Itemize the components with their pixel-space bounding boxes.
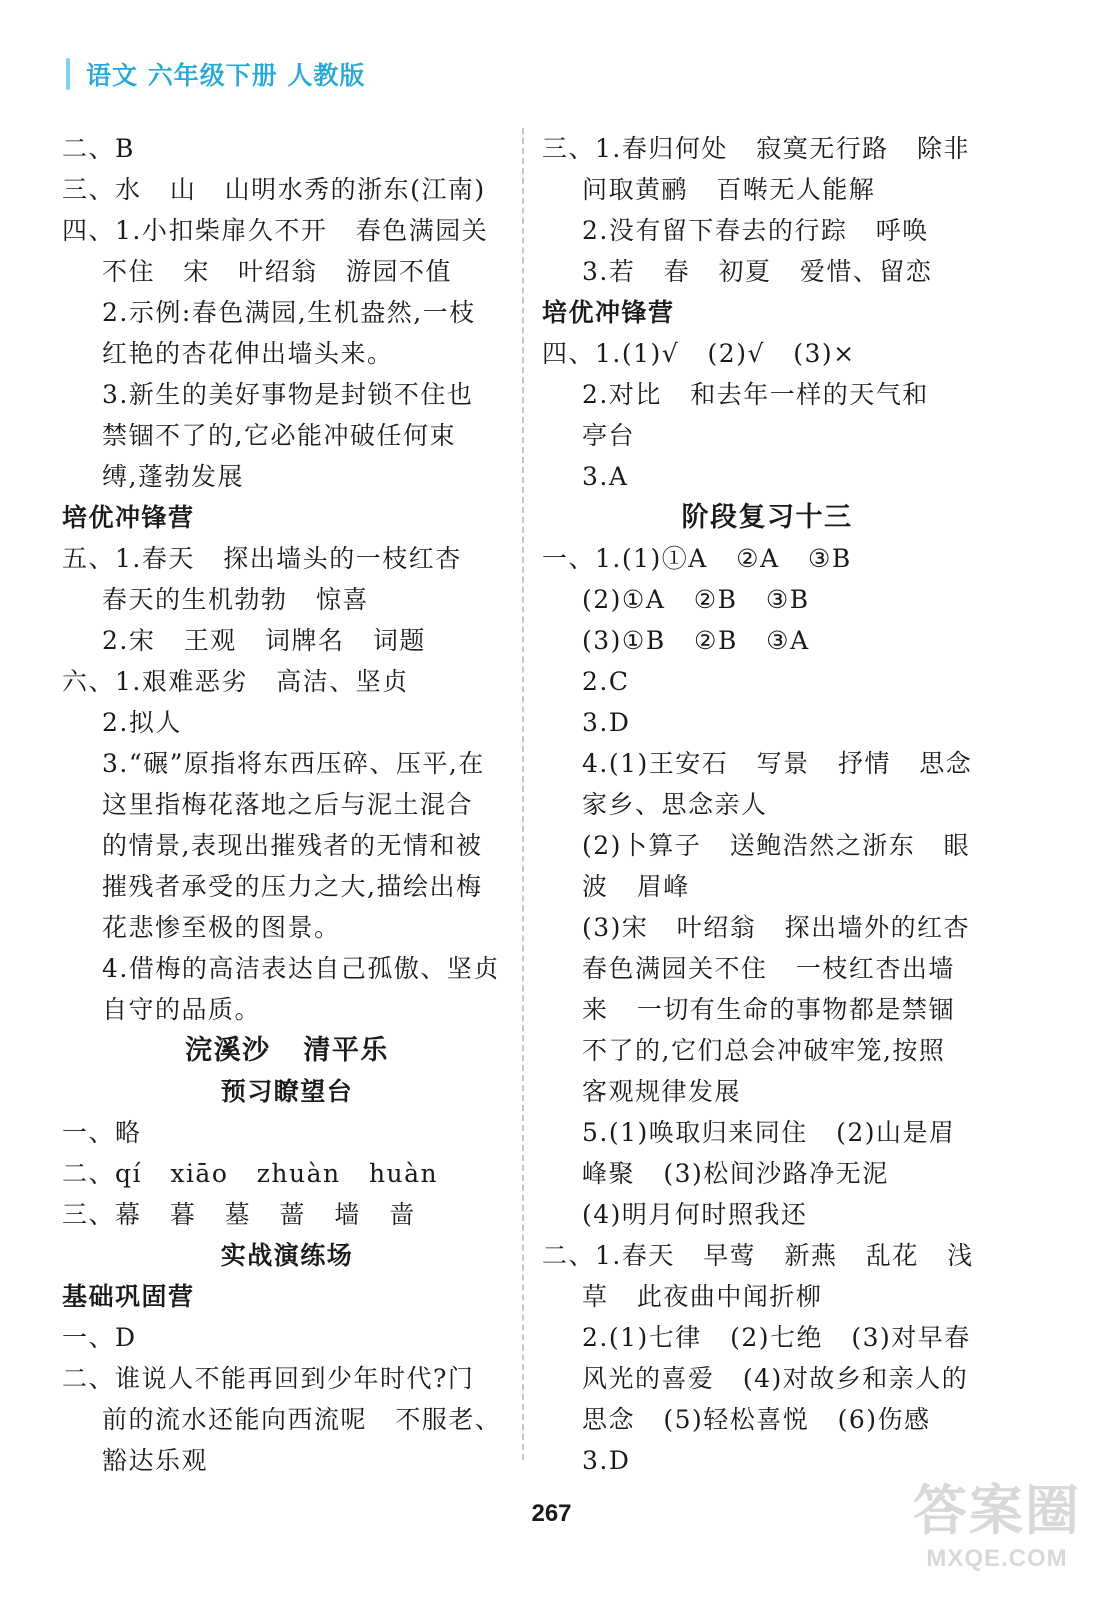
answer-line: 家乡、思念亲人	[582, 790, 768, 819]
answer-line: 草 此夜曲中闻折柳	[582, 1282, 823, 1311]
answer-line: 3.若 春 初夏 爱惜、留恋	[582, 257, 933, 286]
answer-line: 五、1.春天 探出墙头的一枝红杏	[62, 544, 462, 573]
answer-line: 4.(1)王安石 写景 抒情 思念	[582, 749, 973, 778]
answer-line: 2.拟人	[102, 708, 182, 737]
answer-line: 春色满园关不住 一枝红杏出墙	[582, 954, 955, 983]
answer-line: 自守的品质。	[102, 995, 262, 1024]
answer-line: 一、D	[62, 1323, 137, 1352]
answer-line: 不住 宋 叶绍翁 游园不值	[102, 257, 453, 286]
answer-line: 来 一切有生命的事物都是禁锢	[582, 995, 955, 1024]
answer-line: (4)明月何时照我还	[582, 1200, 808, 1229]
answer-line: 前的流水还能向西流呢 不服老、	[102, 1405, 502, 1434]
answer-line: 一、1.(1)①A ②A ③B	[542, 544, 852, 573]
answer-line: 峰聚 (3)松间沙路净无泥	[582, 1159, 889, 1188]
answer-line: (3)①B ②B ③A	[582, 626, 810, 655]
answer-line: 3.新生的美好事物是封锁不住也	[102, 380, 474, 409]
answer-line: 红艳的杏花伸出墙头来。	[102, 339, 394, 368]
answer-line: 二、谁说人不能再回到少年时代?门	[62, 1364, 475, 1393]
answer-line: 风光的喜爱 (4)对故乡和亲人的	[582, 1364, 969, 1393]
answer-line: 豁达乐观	[102, 1446, 209, 1475]
answer-line: 思念 (5)轻松喜悦 (6)伤感	[582, 1405, 931, 1434]
answer-line: (2)卜算子 送鲍浩然之浙东 眼	[582, 831, 971, 860]
header-accent-bar	[66, 58, 70, 90]
answer-line: (3)宋 叶绍翁 探出墙外的红杏	[582, 913, 971, 942]
answer-line: 花悲惨至极的图景。	[102, 913, 341, 942]
section-label: 培优冲锋营	[62, 503, 195, 532]
answer-line: (2)①A ②B ③B	[582, 585, 810, 614]
section-heading: 预习瞭望台	[220, 1077, 354, 1106]
answer-line: 3.A	[582, 462, 629, 491]
answer-line: 5.(1)唤取归来同住 (2)山是眉	[582, 1118, 956, 1147]
book-title: 语文 六年级下册 人教版	[86, 61, 366, 90]
book-header	[66, 52, 365, 96]
section-label: 培优冲锋营	[542, 298, 675, 327]
answer-line: 二、qí xiāo zhuàn huàn	[62, 1159, 439, 1188]
answer-line: 2.宋 王观 词牌名 词题	[102, 626, 426, 655]
answer-line: 2.没有留下春去的行踪 呼唤	[582, 216, 929, 245]
answer-line: 波 眉峰	[582, 872, 690, 901]
watermark-main-text: 答案圈	[913, 1479, 1081, 1542]
answer-line: 三、1.春归何处 寂寞无行路 除非	[542, 134, 971, 163]
section-heading: 实战演练场	[220, 1241, 354, 1270]
page-number: 267	[531, 1500, 572, 1527]
watermark-logo	[912, 1478, 1082, 1590]
answer-line: 缚,蓬勃发展	[102, 462, 244, 491]
answer-line: 的情景,表现出摧残者的无情和被	[102, 831, 483, 860]
answer-line: 二、1.春天 早莺 新燕 乱花 浅	[542, 1241, 974, 1270]
answer-line: 禁锢不了的,它必能冲破任何束	[102, 421, 456, 450]
answer-line: 4.借梅的高洁表达自己孤傲、坚贞	[102, 954, 500, 983]
answer-line: 3.“碾”原指将东西压碎、压平,在	[102, 749, 485, 778]
answer-line: 春天的生机勃勃 惊喜	[102, 585, 369, 614]
answer-line: 2.(1)七律 (2)七绝 (3)对早春	[582, 1323, 971, 1352]
section-heading: 阶段复习十三	[681, 502, 853, 533]
answer-line: 二、B	[62, 134, 135, 163]
answer-line: 不了的,它们总会冲破牢笼,按照	[582, 1036, 946, 1065]
answer-line: 3.D	[582, 1446, 631, 1475]
answer-line: 六、1.艰难恶劣 高洁、坚贞	[62, 667, 409, 696]
answer-line: 三、幕 暮 墓 蔷 墙 啬	[62, 1200, 416, 1229]
answer-line: 四、1.小扣柴扉久不开 春色满园关	[62, 216, 489, 245]
section-heading: 浣溪沙 清平乐	[185, 1035, 389, 1066]
answer-line: 2.示例:春色满园,生机盎然,一枝	[102, 298, 476, 327]
answer-line: 摧残者承受的压力之大,描绘出梅	[102, 872, 483, 901]
answer-line: 这里指梅花落地之后与泥土混合	[102, 790, 474, 819]
answer-line: 2.对比 和去年一样的天气和	[582, 380, 929, 409]
section-label: 基础巩固营	[62, 1282, 195, 1311]
left-column	[62, 128, 512, 1481]
column-divider	[522, 128, 524, 1460]
answer-line: 亭台	[582, 421, 636, 450]
answer-line: 四、1.(1)√ (2)√ (3)×	[542, 339, 856, 368]
answer-line: 2.C	[582, 667, 630, 696]
right-column	[542, 128, 992, 1481]
answer-line: 问取黄鹂 百啭无人能解	[582, 175, 876, 204]
answer-line: 一、略	[62, 1118, 142, 1147]
answer-line: 客观规律发展	[582, 1077, 742, 1106]
answer-line: 三、水 山 山明水秀的浙东(江南)	[62, 175, 486, 204]
answer-line: 3.D	[582, 708, 631, 737]
watermark-sub-text: MXQE.COM	[926, 1545, 1068, 1572]
